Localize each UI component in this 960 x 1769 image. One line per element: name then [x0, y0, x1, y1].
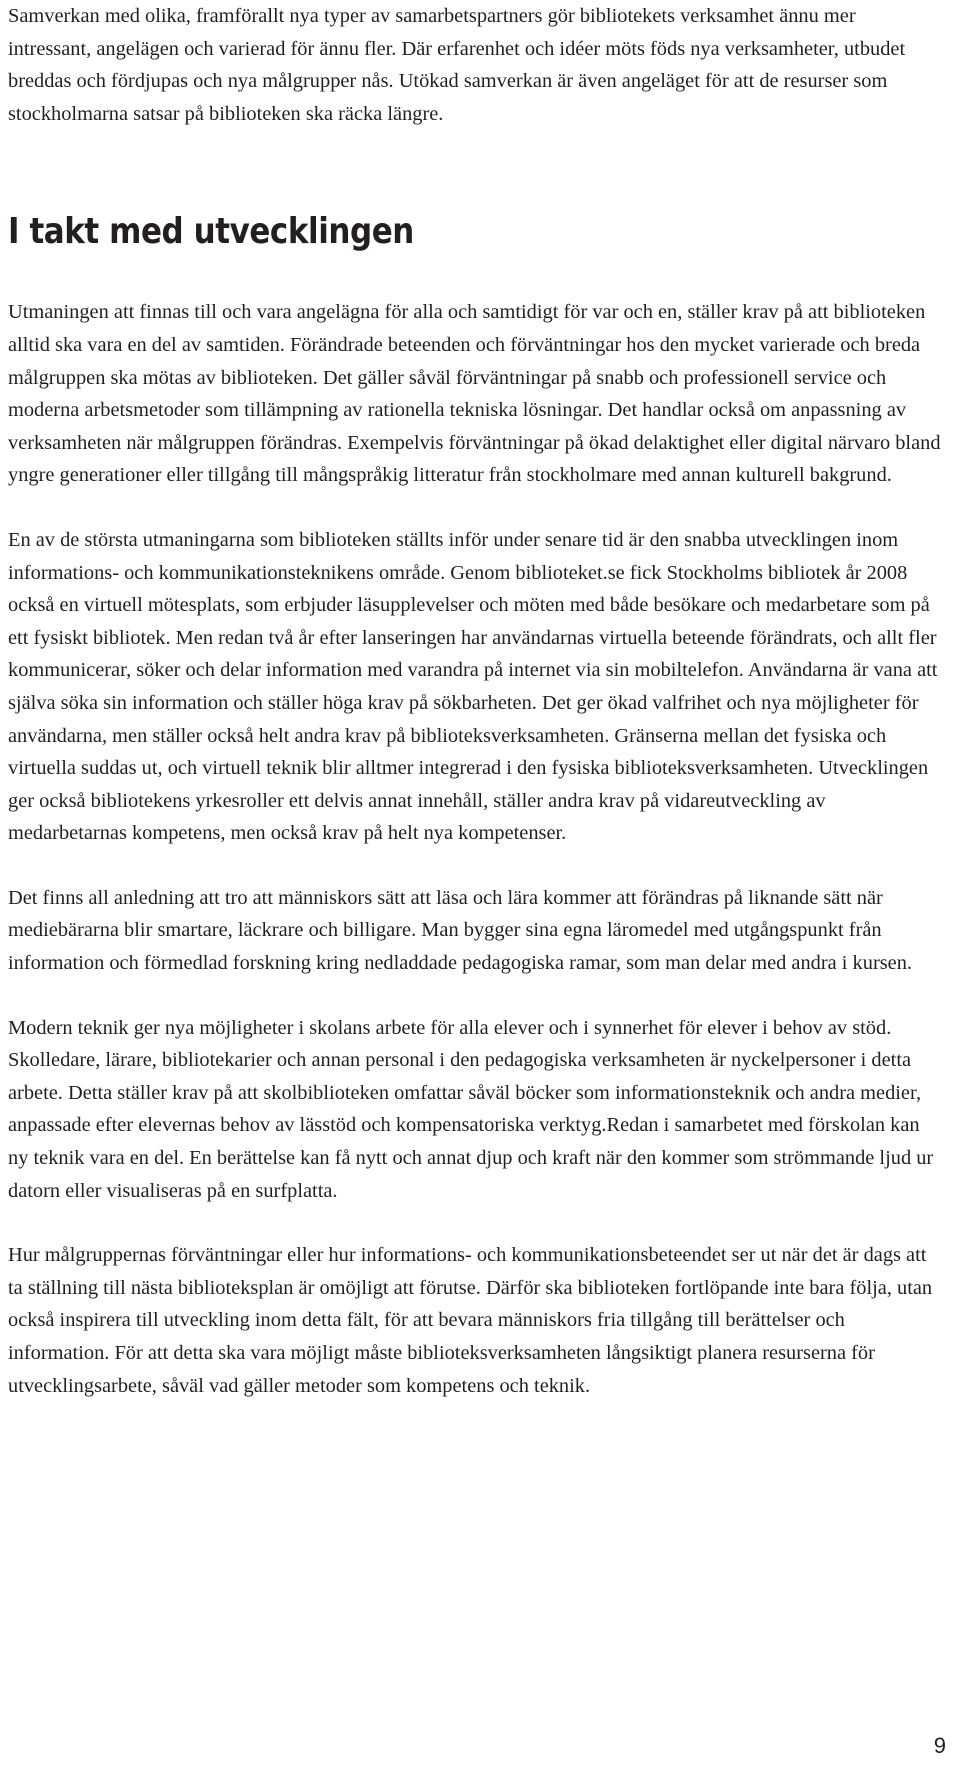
body-paragraph: Hur målgruppernas förväntningar eller hur informations- och kommunikationsbeteendet ser ut när det är dags att ta ställning till nästa biblioteksplan är omöjligt att förutse. Därför ska biblioteken fortlöpande inte bara följa, utan också inspirera till utveckling inom detta fält, för att bevara människors fria tillgång till berättelser och information. För att detta ska vara möjligt måste biblioteksverksamheten långsiktigt planera resurserna för utvecklingsarbete, såväl vad gäller metoder som kompetens och teknik.: [8, 1244, 933, 1397]
body-paragraph: En av de största utmaningarna som biblioteken ställts inför under senare tid är den snabba utvecklingen inom informations- och kommunikationsteknikens område. Genom biblioteket.se fick Stockholms bibliotek år 2008 också en virtuell mötesplats, som erbjuder läsupplevelser och möten med både besökare och medarbetare som på ett fysiskt bibliotek. Men redan två år efter lanseringen har användarnas virtuella beteende förändrats, och allt fler kommunicerar, söker och delar information med varandra på internet via sin mobiltelefon. Användarna är vana att själva söka sin information och ställer höga krav på sökbarheten. Det ger ökad valfrihet och nya möjligheter för användarna, men ställer också helt andra krav på biblioteksverksamheten. Gränserna mellan det fysiska och virtuella suddas ut, och virtuell teknik blir alltmer integrerad i den fysiska biblioteksverksamheten. Utvecklingen ger också bibliotekens yrkesroller ett delvis annat innehåll, ställer andra krav på vidareutveckling av medarbetarnas kompetens, men också krav på helt nya kompetenser.: [8, 528, 938, 845]
body-paragraph: Det finns all anledning att tro att människors sätt att läsa och lära kommer att förändras på liknande sätt när mediebärarna blir smartare, läckrare och billigare. Man bygger sina egna läromedel med utgångspunkt från information och förmedlad forskning kring nedladdade pedagogiska ramar, som man delar med andra i kursen.: [8, 886, 913, 975]
section-heading: I takt med utvecklingen: [8, 211, 414, 253]
page-number: 9: [933, 1733, 946, 1758]
body-paragraph: Modern teknik ger nya möjligheter i skolans arbete för alla elever och i synnerhet för elever i behov av stöd. Skolledare, lärare, bibliotekarier och annan personal i den pedagogiska verksamheten är nyckelpersoner i detta arbete. Detta ställer krav på att skolbiblioteken omfattar såväl böcker som informationsteknik och andra medier, anpassade efter elevernas behov av lässtöd och kompensatoriska verktyg.Redan i samarbetet med förskolan kan ny teknik vara en del. En berättelse kan få nytt och annat djup och kraft när den kommer som strömmande ljud ur datorn eller visualiseras på en surfplatta.: [8, 1016, 934, 1202]
document-page: [8, 0, 943, 1402]
intro-paragraph: Samverkan med olika, framförallt nya typer av samarbetspartners gör bibliotekets verksamhet ännu mer intressant, angelägen och varierad för ännu fler. Där erfarenhet och idéer möts föds nya verksamheter, utbudet breddas och fördjupas och nya målgrupper nås. Utökad samverkan är även angeläget för att de resurser som stockholmarna satsar på biblioteken ska räcka längre.: [8, 5, 906, 125]
body-paragraph: Utmaningen att finnas till och vara angelägna för alla och samtidigt för var och en, ställer krav på att biblioteken alltid ska vara en del av samtiden. Förändrade beteenden och förväntningar hos den mycket varierade och breda målgruppen ska mötas av biblioteken. Det gäller såväl förväntningar på snabb och professionell service och moderna arbetsmetoder som tillämpning av rationella tekniska lösningar. Det handlar också om anpassning av verksamheten när målgruppen förändras. Exempelvis förväntningar på ökad delaktighet eller digital närvaro bland yngre generationer eller tillgång till mångspråkig litteratur från stockholmare med annan kulturell bakgrund.: [8, 301, 941, 487]
